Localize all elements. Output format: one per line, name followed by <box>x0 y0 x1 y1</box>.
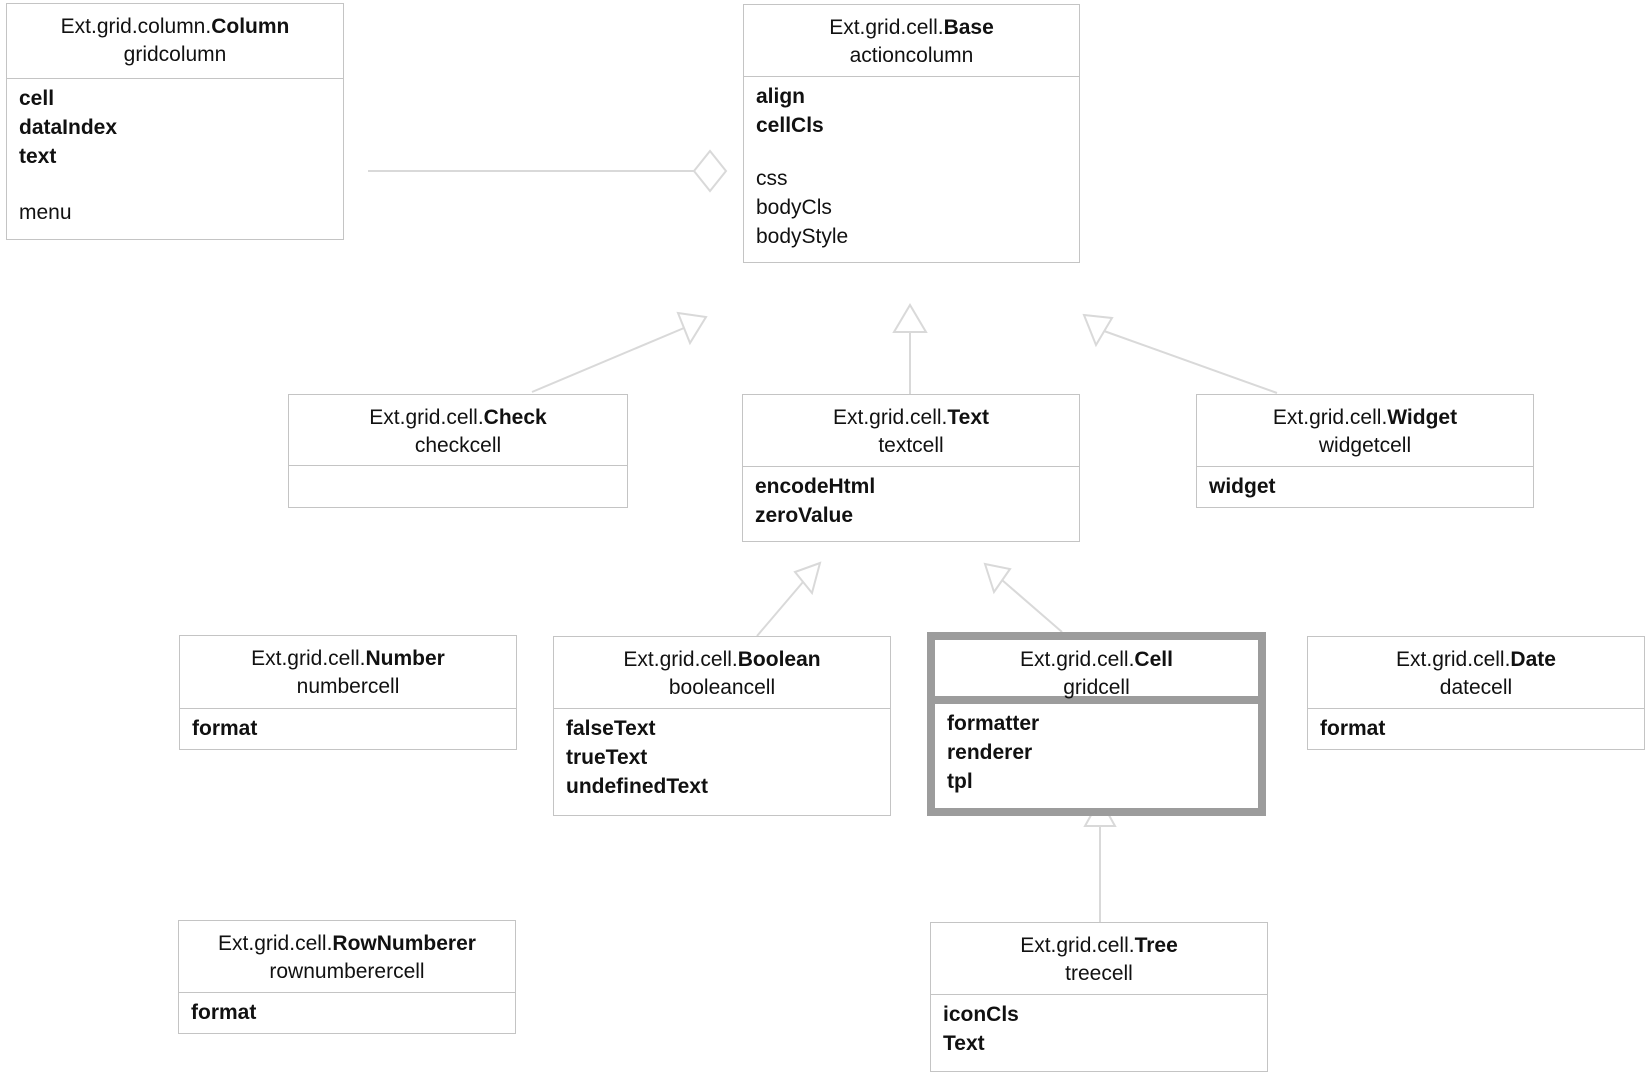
inheritance-arrow-text-to-base <box>894 305 926 394</box>
config-list <box>289 466 627 471</box>
class-title <box>1197 404 1533 432</box>
class-header[interactable] <box>554 637 890 709</box>
class-header[interactable] <box>179 921 515 993</box>
config-item: falseText <box>566 717 656 740</box>
class-prefix: Ext.grid.cell. <box>1396 648 1511 671</box>
class-title <box>935 646 1258 674</box>
aggregation-connector-column-to-base <box>368 151 726 191</box>
config-item: renderer <box>947 741 1033 764</box>
class-title <box>744 14 1079 42</box>
class-alias: datecell <box>1439 676 1513 699</box>
config-item: tpl <box>947 770 973 793</box>
class-prefix: Ext.grid.cell. <box>1272 406 1388 429</box>
config-item: trueText <box>566 746 648 769</box>
config-item: zeroValue <box>755 504 854 527</box>
config-item: text <box>19 145 57 168</box>
class-alias: gridcolumn <box>123 43 227 66</box>
class-name: RowNumberer <box>332 932 476 955</box>
class-prefix: Ext.grid.cell. <box>1020 648 1135 671</box>
class-name: Check <box>483 406 547 429</box>
config-item: css <box>756 167 788 190</box>
class-name: Date <box>1510 648 1556 671</box>
config-item: formatter <box>947 712 1040 735</box>
config-item: cell <box>19 87 55 110</box>
class-prefix: Ext.grid.cell. <box>1020 934 1135 957</box>
inheritance-triangle-icon <box>985 564 1010 592</box>
class-alias: widgetcell <box>1318 434 1412 457</box>
config-item: format <box>191 1001 257 1024</box>
class-prefix: Ext.grid.cell. <box>218 932 333 955</box>
config-item: format <box>192 717 258 740</box>
config-list <box>1197 467 1533 501</box>
class-title <box>179 930 515 958</box>
config-list <box>931 995 1267 1058</box>
config-item: encodeHtml <box>755 475 876 498</box>
config-list <box>180 709 516 743</box>
class-header[interactable] <box>180 636 516 709</box>
config-list <box>7 79 343 227</box>
class-title <box>7 13 343 41</box>
class-prefix: Ext.grid.cell. <box>623 648 738 671</box>
config-item: undefinedText <box>566 775 708 798</box>
class-box-number[interactable] <box>179 635 517 750</box>
class-alias: rownumberercell <box>269 960 425 983</box>
inheritance-arrow-boolean-to-text <box>757 563 820 636</box>
class-box-widget[interactable] <box>1196 394 1534 508</box>
class-box-check[interactable] <box>288 394 628 508</box>
class-prefix: Ext.grid.cell. <box>369 406 484 429</box>
config-item: bodyCls <box>756 196 832 219</box>
inheritance-arrow-check-to-base <box>532 313 706 392</box>
class-box-tree[interactable] <box>930 922 1268 1072</box>
class-header[interactable] <box>1197 395 1533 467</box>
class-name: Base <box>943 16 994 39</box>
class-name: Tree <box>1134 934 1178 957</box>
class-alias: gridcell <box>1063 676 1130 699</box>
config-list <box>743 467 1079 530</box>
config-item: iconCls <box>943 1003 1019 1026</box>
config-item: bodyStyle <box>756 225 849 248</box>
class-box-text[interactable] <box>742 394 1080 542</box>
config-item: cellCls <box>756 114 824 137</box>
config-item: align <box>756 85 806 108</box>
class-box-boolean[interactable] <box>553 636 891 816</box>
class-alias: checkcell <box>414 434 502 457</box>
class-box-date[interactable] <box>1307 636 1645 750</box>
class-prefix: Ext.grid.cell. <box>829 16 944 39</box>
inheritance-arrow-widget-to-base <box>1084 315 1277 393</box>
class-name: Boolean <box>737 648 821 671</box>
config-item: format <box>1320 717 1386 740</box>
class-name: Number <box>365 647 445 670</box>
class-alias: actioncolumn <box>849 44 974 67</box>
class-title <box>180 645 516 673</box>
class-header[interactable] <box>7 4 343 79</box>
class-alias: textcell <box>878 434 944 457</box>
class-prefix: Ext.grid.cell. <box>833 406 948 429</box>
class-title <box>1308 646 1644 674</box>
class-header[interactable] <box>931 923 1267 995</box>
config-item: widget <box>1209 475 1276 498</box>
class-header[interactable] <box>743 395 1079 467</box>
inheritance-triangle-icon <box>1084 315 1112 345</box>
class-header[interactable] <box>744 5 1079 77</box>
class-box-cell-selected[interactable] <box>927 632 1266 816</box>
config-item: menu <box>19 201 72 224</box>
class-box-rownumberer[interactable] <box>178 920 516 1034</box>
inheritance-arrow-cell-to-text <box>985 564 1062 632</box>
class-name: Text <box>947 406 989 429</box>
class-name: Widget <box>1387 406 1458 429</box>
class-box-base[interactable] <box>743 4 1080 263</box>
config-list <box>935 704 1258 796</box>
class-box-gridcolumn[interactable] <box>6 3 344 240</box>
inheritance-arrow-tree-to-cell <box>1085 799 1115 922</box>
class-title <box>743 404 1079 432</box>
class-alias: numbercell <box>296 675 400 698</box>
spacer <box>756 140 757 164</box>
class-name: Column <box>211 15 290 38</box>
class-header[interactable] <box>935 640 1258 704</box>
config-list <box>554 709 890 801</box>
class-alias: booleancell <box>668 676 776 699</box>
config-list <box>744 77 1079 251</box>
class-header[interactable] <box>289 395 627 466</box>
inheritance-triangle-icon <box>894 305 926 332</box>
aggregation-diamond-icon <box>694 151 726 191</box>
class-prefix: Ext.grid.column. <box>60 15 212 38</box>
config-item: Text <box>943 1032 985 1055</box>
class-title <box>289 404 627 432</box>
class-alias: treecell <box>1065 962 1133 985</box>
class-title <box>554 646 890 674</box>
config-list <box>179 993 515 1027</box>
spacer <box>19 171 20 198</box>
class-header[interactable] <box>1308 637 1644 709</box>
config-item: dataIndex <box>19 116 118 139</box>
config-list <box>1308 709 1644 743</box>
class-name: Cell <box>1134 648 1173 671</box>
class-title <box>931 932 1267 960</box>
class-prefix: Ext.grid.cell. <box>251 647 366 670</box>
